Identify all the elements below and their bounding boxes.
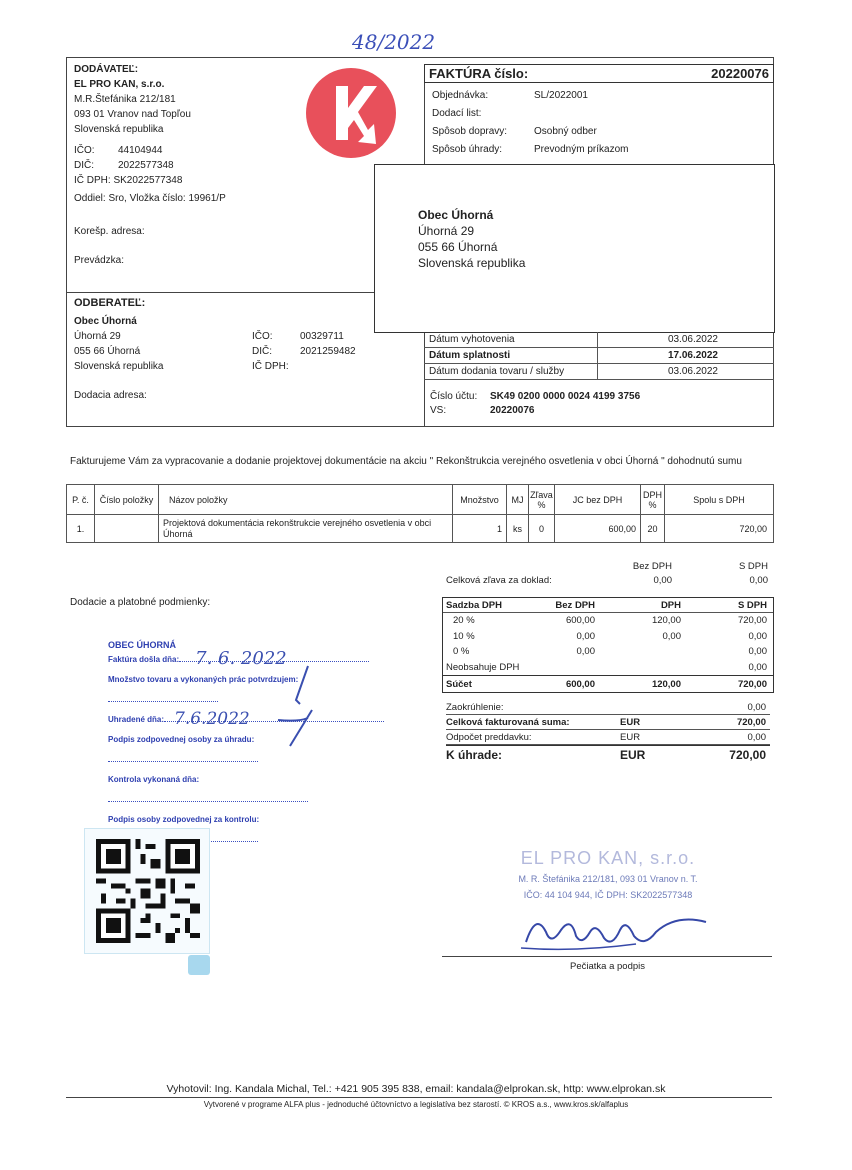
col-jc: JC bez DPH (555, 485, 641, 515)
handwritten-reference: 48/2022 (352, 30, 436, 54)
invoice-field-row (432, 87, 762, 105)
company-stamp (508, 848, 708, 900)
customer-heading: ODBERATEĽ: (74, 297, 146, 309)
col-nazov: Názov položky (159, 485, 453, 515)
vat-dph: 0,00 (662, 630, 681, 642)
stamp-line3-hand: 7.6.2022 (174, 709, 250, 729)
date-value: 17.06.2022 (667, 350, 718, 361)
vat-sum-s: 720,00 (737, 678, 767, 690)
company-stamp-name: EL PRO KAN, s.r.o. (520, 848, 696, 868)
date-label: Dátum splatnosti (424, 348, 598, 363)
discount-bez: 0,00 (653, 575, 672, 586)
date-label: Dátum dodania tovaru / služby (424, 364, 598, 379)
customer-dic: 2021259482 (300, 346, 356, 357)
recipient-street: Úhorná 29 (418, 224, 475, 238)
col-mj: MJ (507, 485, 529, 515)
signature-label: Pečiatka a podpis (570, 961, 645, 972)
footer-software: Vytvorené v programe ALFA plus - jednoduché účtovníctvo a legislatíva bez starostí. © KROS a.s., www.kros.sk/alfaplus (203, 1100, 629, 1109)
total-label: Zaokrúhlenie: (446, 701, 504, 713)
supplier-icdph: SK2022577348 (113, 175, 183, 186)
stamp-line1: Faktúra došla dňa: (108, 655, 180, 664)
invoice-field-label: Objednávka: (432, 90, 489, 101)
invoice-field-row (432, 141, 762, 159)
invoice-title: FAKTÚRA číslo: (429, 66, 529, 81)
to-pay-currency: EUR (620, 748, 646, 762)
customer-street: Úhorná 29 (74, 331, 121, 342)
invoice-fields (432, 87, 762, 159)
customer-dic-label: DIČ: (252, 346, 272, 357)
stamp-line4: Podpis zodpovednej osoby za úhradu: (108, 735, 255, 744)
handwritten-marks-icon (268, 660, 328, 750)
invoice-field-label: Spôsob dopravy: (432, 126, 508, 137)
stamp-line2: Množstvo tovaru a vykonaných prác potvrdzujem: (108, 675, 299, 684)
qr-code-frame (84, 828, 210, 954)
stamp-line3: Uhradené dňa: (108, 715, 165, 724)
company-logo (306, 68, 396, 158)
delivery-address-label: Dodacia adresa: (74, 390, 147, 401)
account-block (430, 390, 640, 418)
vat-row (443, 660, 773, 676)
account-label: Číslo účtu: (430, 391, 478, 402)
to-pay-row (446, 745, 770, 762)
invoice-field-value: Osobný odber (534, 126, 597, 137)
date-row (424, 332, 774, 348)
vat-sadzba: 20 % (453, 615, 475, 627)
invoice-number: 20220076 (711, 66, 769, 81)
vat-row (443, 644, 773, 660)
account-number: SK49 0200 0000 0024 4199 3756 (490, 391, 641, 402)
discount-head-s: S DPH (738, 561, 768, 572)
qr-badge-icon (188, 955, 210, 975)
row-dph: 20 (641, 515, 665, 543)
dates-table (424, 332, 774, 380)
recipient-city: 055 66 Úhorná (418, 240, 498, 254)
row-zlava: 0 (529, 515, 555, 543)
invoice-field-value: SL/2022001 (534, 90, 588, 101)
vat-s: 0,00 (748, 630, 767, 642)
supplier-heading: DODÁVATEĽ: (74, 64, 139, 75)
date-row (424, 364, 774, 380)
supplier-city: 093 01 Vranov nad Topľou (74, 109, 191, 120)
prevadzka-label: Prevádzka: (74, 255, 125, 266)
total-row (446, 730, 770, 745)
discount-head-bez: Bez DPH (632, 561, 672, 572)
supplier-ico: 44104944 (118, 145, 163, 156)
total-currency: EUR (620, 716, 641, 728)
vat-s: 720,00 (737, 615, 767, 627)
row-cislo (95, 515, 159, 543)
invoice-field-label: Spôsob úhrady: (432, 144, 503, 155)
items-table (66, 484, 774, 543)
row-mj: ks (507, 515, 529, 543)
vat-bez: 0,00 (576, 646, 595, 658)
date-value: 03.06.2022 (667, 366, 718, 377)
total-label: Celková fakturovaná suma: (446, 716, 570, 728)
stamp-line1-hand: 7. 6. 2022 (195, 648, 287, 669)
recipient-name: Obec Úhorná (418, 208, 494, 222)
supplier-dic: 2022577348 (118, 160, 174, 171)
row-mnozstvo: 1 (453, 515, 507, 543)
vat-head-s: S DPH (737, 599, 767, 611)
vat-bez: 0,00 (576, 630, 595, 642)
date-label: Dátum vyhotovenia (424, 332, 598, 347)
logo-k-icon (306, 68, 396, 158)
vat-sum-bez: 600,00 (565, 678, 595, 690)
row-spolu: 720,00 (665, 515, 774, 543)
vs-label: VS: (430, 405, 447, 416)
vat-s: 0,00 (748, 661, 767, 673)
company-stamp-ids: IČO: 44 104 944, IČ DPH: SK2022577348 (523, 890, 693, 900)
vs-number: 20220076 (490, 405, 535, 416)
col-spolu: Spolu s DPH (665, 485, 774, 515)
col-dph: DPH % (641, 485, 665, 515)
supplier-street: M.R.Štefánika 212/181 (74, 94, 176, 105)
recipient-country: Slovenská republika (418, 256, 526, 270)
supplier-register: Oddiel: Sro, Vložka číslo: 19961/P (74, 193, 226, 204)
total-value: 0,00 (747, 701, 766, 713)
vat-sadzba: 0 % (453, 646, 470, 658)
qr-code-icon (96, 839, 200, 943)
col-pc: P. č. (67, 485, 95, 515)
totals-block (446, 700, 770, 745)
total-currency: EUR (620, 731, 641, 743)
to-pay-label: K úhrade: (446, 748, 503, 762)
row-jc: 600,00 (555, 515, 641, 543)
vat-head-bez: Bez DPH (555, 599, 595, 611)
invoice-field-row (432, 123, 762, 141)
row-pc: 1. (67, 515, 95, 543)
company-stamp-address: M. R. Štefánika 212/181, 093 01 Vranov n. T. (518, 874, 698, 884)
total-label: Odpočet preddavku: (446, 731, 532, 743)
customer-name: Obec Úhorná (74, 316, 137, 327)
delivery-terms-label: Dodacie a platobné podmienky: (70, 597, 211, 608)
invoice-title-bar (424, 64, 774, 83)
recipient-box (374, 164, 775, 333)
supplier-country: Slovenská republika (74, 124, 164, 135)
col-mnozstvo: Množstvo (453, 485, 507, 515)
table-row (67, 515, 774, 543)
vat-row (443, 629, 773, 645)
vat-table (442, 597, 774, 693)
intro-text: Fakturujeme Vám za vypracovanie a dodanie projektovej dokumentácie na akciu " Rekonštrukcia verejného osvetlenia v obci Úhorná " dohodnutú sumu (70, 456, 742, 467)
stamp-line5: Kontrola vykonaná dňa: (108, 775, 200, 784)
row-nazov: Projektová dokumentácia rekonštrukcie verejného osvetlenia v obci Úhorná (159, 515, 453, 543)
koresp-label: Korešp. adresa: (74, 226, 145, 237)
vat-row (443, 613, 773, 629)
customer-block (74, 296, 419, 403)
footer-made-by: Vyhotovil: Ing. Kandala Michal, Tel.: +421 905 395 838, email: kandala@elprokan.sk, http: www.elprokan.sk (166, 1083, 666, 1095)
total-value: 720,00 (736, 716, 766, 728)
date-row (424, 348, 774, 364)
stamp-title: OBEC ÚHORNÁ (108, 640, 177, 650)
discount-label: Celková zľava za doklad: (446, 575, 552, 586)
customer-icdph-label: IČ DPH: (252, 361, 289, 372)
received-stamp (108, 640, 398, 850)
stamp-line6: Podpis osoby zodpovednej za kontrolu: (108, 815, 260, 824)
vat-s: 0,00 (748, 646, 767, 658)
vat-head-sadzba: Sadzba DPH (446, 599, 502, 611)
vat-head-dph: DPH (660, 599, 681, 611)
invoice-field-row (432, 105, 762, 123)
discount-block (446, 560, 772, 588)
date-value: 03.06.2022 (667, 334, 718, 345)
supplier-icdph-label: IČ DPH: (74, 175, 111, 186)
vat-sum-label: Súčet (446, 678, 472, 690)
vat-dph: 120,00 (651, 615, 681, 627)
total-row (446, 700, 770, 715)
invoice-field-label: Dodací list: (432, 108, 482, 119)
supplier-name: EL PRO KAN, s.r.o. (74, 79, 165, 90)
discount-s: 0,00 (749, 575, 768, 586)
vat-bez: 600,00 (565, 615, 595, 627)
total-row (446, 715, 770, 730)
total-value: 0,00 (747, 731, 766, 743)
supplier-ico-label: IČO: (74, 145, 95, 156)
customer-ico-label: IČO: (252, 331, 273, 342)
customer-country: Slovenská republika (74, 361, 164, 372)
supplier-dic-label: DIČ: (74, 160, 94, 171)
to-pay-value: 720,00 (729, 748, 766, 762)
vat-sadzba: 10 % (453, 630, 475, 642)
vat-sum-dph: 120,00 (651, 678, 681, 690)
col-cislo: Číslo položky (95, 485, 159, 515)
invoice-field-value: Prevodným príkazom (534, 144, 629, 155)
vat-sadzba: Neobsahuje DPH (446, 661, 520, 673)
signature-icon (516, 902, 716, 962)
col-zlava: Zľava % (529, 485, 555, 515)
customer-city: 055 66 Úhorná (74, 346, 141, 357)
customer-ico: 00329711 (300, 331, 344, 342)
